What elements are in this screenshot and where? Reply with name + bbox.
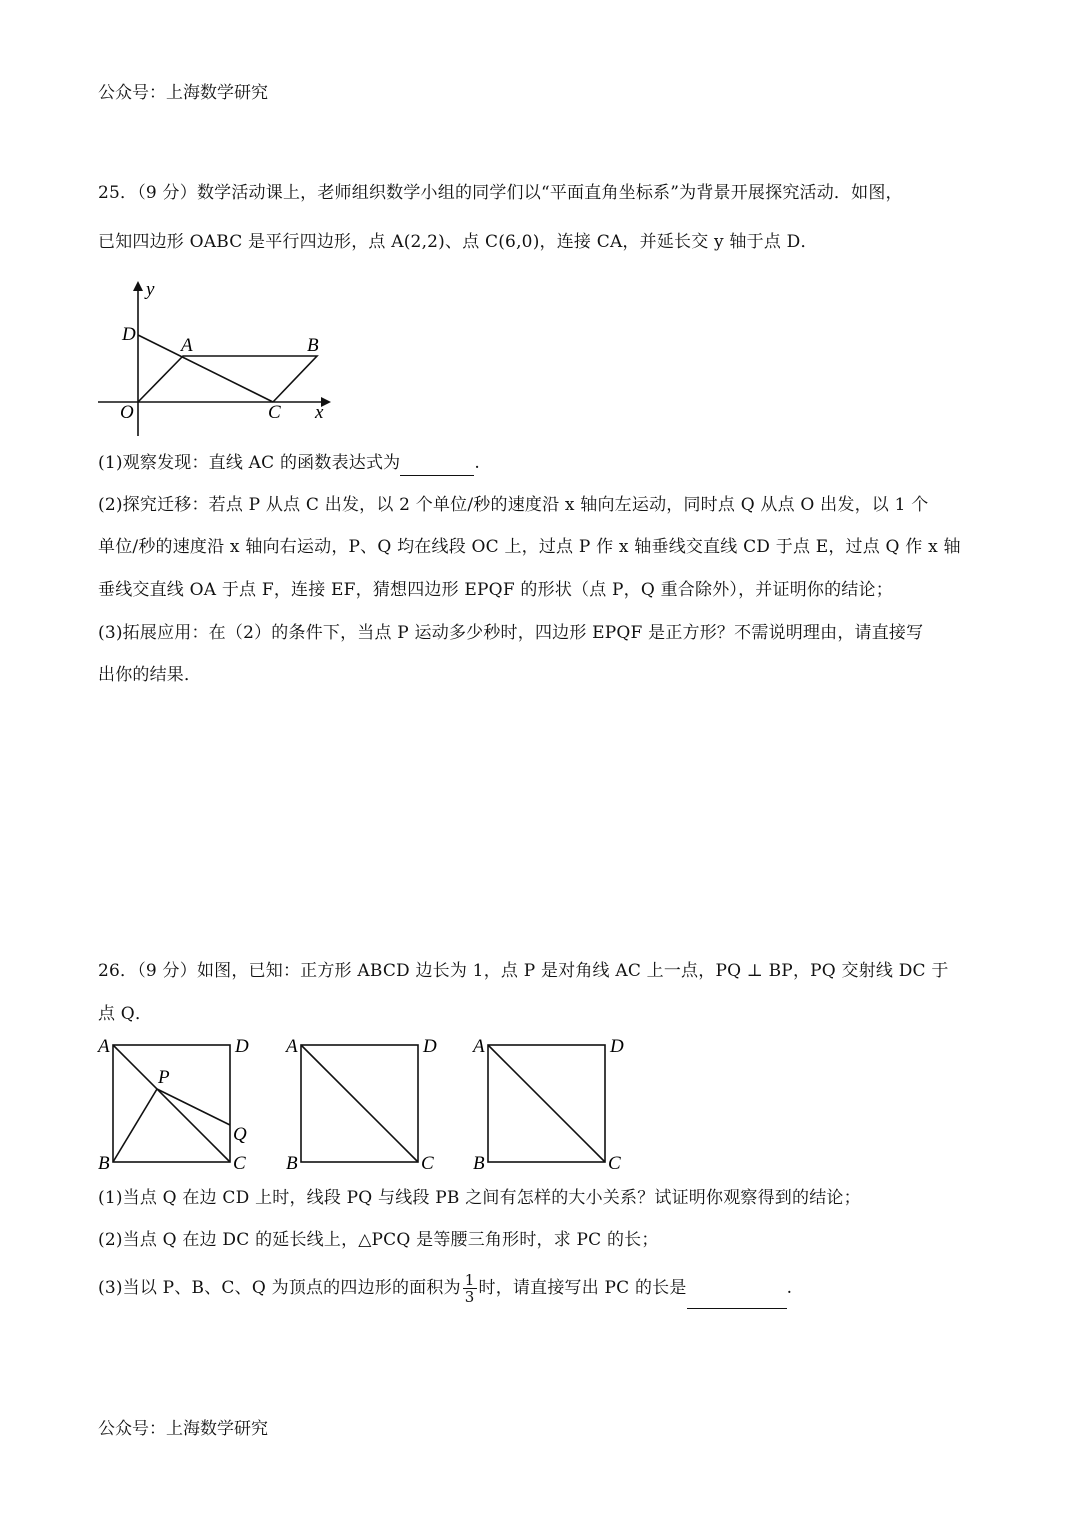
fig26a-label-Q: Q <box>233 1124 247 1145</box>
q26-part1: (1)当点 Q 在边 CD 上时，线段 PQ 与线段 PB 之间有怎样的大小关系？试证明你观察得到的结论； <box>98 1188 861 1208</box>
fig26c-label-C: C <box>608 1153 621 1174</box>
fig25-label-O: O <box>120 402 134 423</box>
fig25-label-y: y <box>146 279 155 300</box>
fig26b-label-A: A <box>286 1036 298 1057</box>
q26-line2: 点 Q． <box>98 1004 153 1024</box>
fig26b-label-D: D <box>423 1036 437 1057</box>
q25-part3-line1: (3)拓展应用：在（2）的条件下，当点 P 运动多少秒时，四边形 EPQF 是正方形？不需说明理由，请直接写 <box>98 623 924 643</box>
q25-figure <box>95 278 340 438</box>
fig26a-label-D: D <box>235 1036 249 1057</box>
q26-line1: 26．（9 分）如图，已知：正方形 ABCD 边长为 1，点 P 是对角线 AC 上一点，PQ ⊥ BP，PQ 交射线 DC 于 <box>98 961 949 981</box>
q26-part3-text-b: 时，请直接写出 PC 的长是 <box>478 1278 687 1298</box>
page-header: 公众号：上海数学研究 <box>98 83 268 103</box>
q25-line1: 25．（9 分）数学活动课上，老师组织数学小组的同学们以“平面直角坐标系”为背景开展探究活动．如图， <box>98 183 903 203</box>
q25-part1-end: . <box>474 453 480 473</box>
fraction-numerator: 1 <box>464 1271 475 1289</box>
fig26a-label-C: C <box>233 1153 246 1174</box>
q26-part3-text-a: (3)当以 P、B、C、Q 为顶点的四边形的面积为 <box>98 1278 461 1298</box>
fig25-label-x: x <box>315 402 324 423</box>
q25-line2: 已知四边形 OABC 是平行四边形，点 A(2,2)、点 C(6,0)，连接 CA，并延长交 y 轴于点 D． <box>98 232 818 252</box>
fig26c-label-B: B <box>473 1153 485 1174</box>
fraction-denominator: 3 <box>464 1288 475 1306</box>
fig26c-label-A: A <box>473 1036 485 1057</box>
page-footer: 公众号：上海数学研究 <box>98 1419 268 1439</box>
q25-part1 <box>98 451 480 476</box>
fig26a-label-P: P <box>158 1067 170 1088</box>
fig25-label-C: C <box>268 402 281 423</box>
q25-part2-line3: 垂线交直线 OA 于点 F，连接 EF，猜想四边形 EPQF 的形状（点 P，Q 重合除外），并证明你的结论； <box>98 580 893 600</box>
q26-part2: (2)当点 Q 在边 DC 的延长线上，△PCQ 是等腰三角形时，求 PC 的长； <box>98 1230 659 1250</box>
q26-figure-3 <box>470 1032 640 1177</box>
q25-part2-line2: 单位/秒的速度沿 x 轴向右运动，P、Q 均在线段 OC 上，过点 P 作 x 轴垂线交直线 CD 于点 E，过点 Q 作 x 轴 <box>98 537 961 557</box>
fig26b-label-C: C <box>421 1153 434 1174</box>
q25-answer-blank[interactable] <box>400 451 474 476</box>
q26-part3-end: . <box>786 1278 793 1298</box>
q26-figure-2 <box>283 1032 453 1177</box>
q26-part3 <box>98 1268 792 1309</box>
fig26a-label-A: A <box>98 1036 110 1057</box>
q26-answer-blank[interactable] <box>687 1268 787 1309</box>
fig25-label-D: D <box>122 324 136 345</box>
q25-part1-text: (1)观察发现：直线 AC 的函数表达式为 <box>98 453 401 473</box>
q26-figure-1 <box>95 1032 265 1177</box>
one-third-fraction <box>463 1272 477 1305</box>
q25-part3-line2: 出你的结果． <box>98 665 202 685</box>
fig26a-label-B: B <box>98 1153 110 1174</box>
fig26b-label-B: B <box>286 1153 298 1174</box>
q25-part2-line1: (2)探究迁移：若点 P 从点 C 出发，以 2 个单位/秒的速度沿 x 轴向左运动，同时点 Q 从点 O 出发，以 1 个 <box>98 495 929 515</box>
fig25-label-A: A <box>181 335 193 356</box>
fig25-label-B: B <box>307 335 319 356</box>
fig26c-label-D: D <box>610 1036 624 1057</box>
